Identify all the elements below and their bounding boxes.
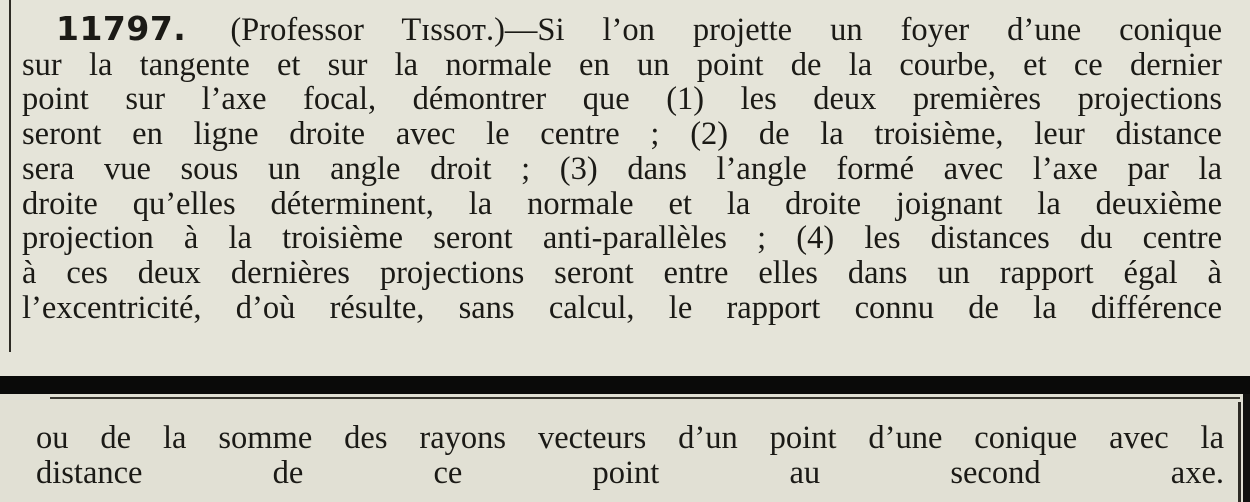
paragraph-line: l’excentricité, d’où résulte, sans calcul, le rapport connu de la différence bbox=[22, 289, 1222, 326]
scan-gap-band bbox=[0, 376, 1250, 394]
page-fragment-bottom bbox=[0, 394, 1250, 502]
problem-number: 11797. bbox=[56, 9, 187, 48]
left-margin-rule bbox=[9, 0, 11, 352]
paragraph-line: distance de ce point au second axe. bbox=[36, 454, 1224, 491]
paragraph-line-1 bbox=[22, 9, 1223, 48]
paragraph-line: sur la tangente et sur la normale en un point de la courbe, et ce dernier bbox=[22, 46, 1222, 83]
problem-intro: (Professor Tɪssoᴛ.)—Si l’on projette un foyer d’une conique bbox=[230, 12, 1223, 48]
paragraph-line: sera vue sous un angle droit ; (3) dans l’angle formé avec l’axe par la bbox=[22, 150, 1222, 187]
continuation-paragraph bbox=[36, 421, 1224, 490]
paragraph-line: seront en ligne droite avec le centre ; (2) de la troisième, leur distance bbox=[22, 116, 1222, 153]
paragraph-line: droite qu’elles déterminent, la normale et la droite joignant la deuxième bbox=[22, 185, 1222, 222]
paragraph-line: point sur l’axe focal, démontrer que (1) les deux premières projections bbox=[22, 81, 1222, 118]
right-margin-rule bbox=[1238, 402, 1241, 502]
top-border-rule bbox=[50, 397, 1240, 399]
problem-paragraph bbox=[22, 9, 1223, 326]
paragraph-line: ou de la somme des rayons vecteurs d’un point d’une conique avec la bbox=[36, 420, 1224, 456]
paragraph-line: à ces deux dernières projections seront entre elles dans un rapport égal à bbox=[22, 254, 1222, 291]
paragraph-line: projection à la troisième seront anti-parallèles ; (4) les distances du centre bbox=[22, 220, 1222, 257]
scan-edge bbox=[1243, 394, 1250, 502]
clipped-previous-line bbox=[30, 0, 1220, 7]
